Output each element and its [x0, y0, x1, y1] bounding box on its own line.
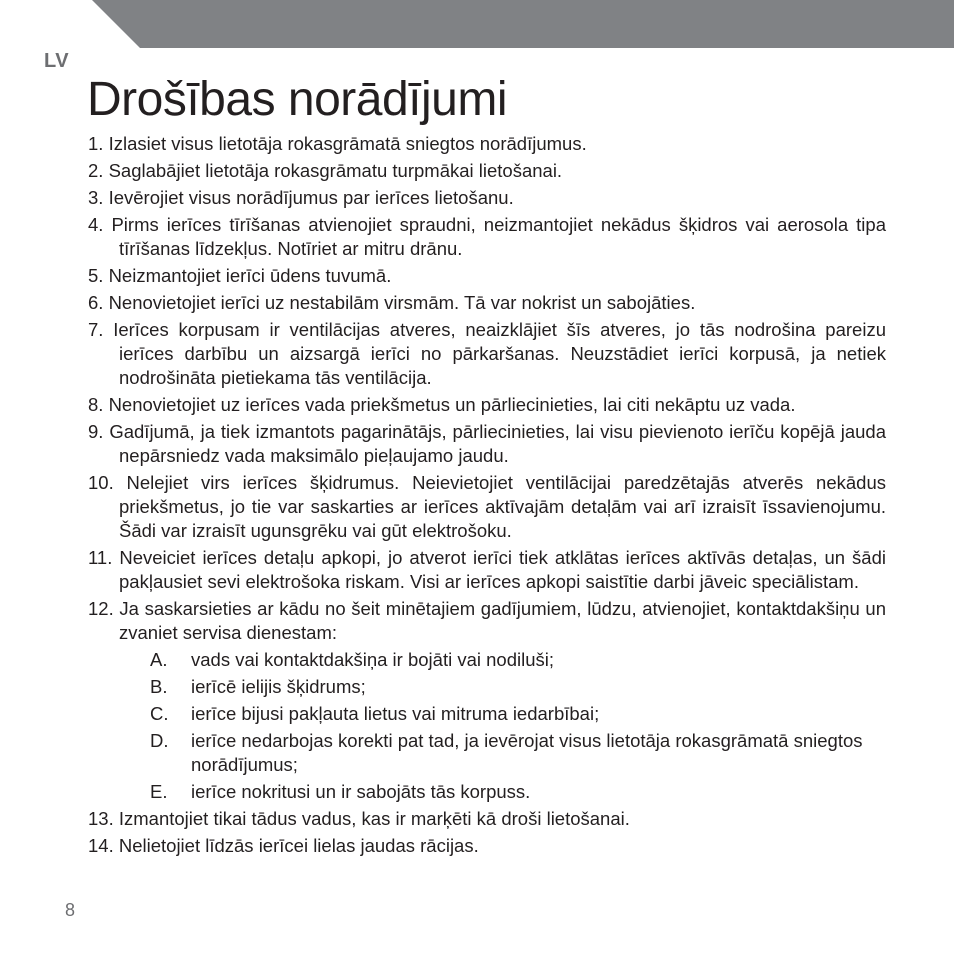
sublist-item: [150, 702, 886, 726]
list-item: 6. Nenovietojiet ierīci uz nestabilām virsmām. Tā var nokrist un sabojāties.: [88, 292, 696, 313]
list-item-with-sublist: [88, 597, 886, 804]
page-title: Drošības norādījumi: [87, 73, 508, 126]
list-item: 13. Izmantojiet tikai tādus vadus, kas ir marķēti kā droši lietošanai.: [88, 808, 630, 829]
list-item: 14. Nelietojiet līdzās ierīcei lielas jaudas rācijas.: [88, 835, 479, 856]
list-item: 3. Ievērojiet visus norādījumus par ierīces lietošanu.: [88, 187, 514, 208]
sublist-letter: D.: [150, 730, 169, 751]
list-item: 7. Ierīces korpusam ir ventilācijas atveres, neaizklājiet šīs atveres, jo tās nodrošina pareizu ierīces darbību un aizsargā ierīci no pārkaršanas. Neuzstādiet ierīci korpusā, ja netiek nodrošināta pietiekama tās ventilācija.: [88, 319, 886, 388]
sublist-text: ierīcē ielijis šķidrums;: [191, 676, 366, 697]
list-item: 5. Neizmantojiet ierīci ūdens tuvumā.: [88, 265, 392, 286]
sublist-text: ierīce nokritusi un ir sabojāts tās korpuss.: [191, 781, 531, 802]
safety-instructions-list: [88, 132, 886, 861]
list-item-text: 12. Ja saskarsieties ar kādu no šeit minētajiem gadījumiem, lūdzu, atvienojiet, kontaktdakšiņu un zvaniet servisa dienestam:: [88, 598, 886, 643]
sublist-letter: C.: [150, 703, 169, 724]
sublist-item: [150, 729, 886, 777]
sublist-item: [150, 648, 886, 672]
list-item: 10. Nelejiet virs ierīces šķidrumus. Neievietojiet ventilācijai paredzētajās atverēs nekādus priekšmetus, jo tie var saskarties ar ierīces aktīvajām detaļām vai arī izraisīt īssavienojumu. Šādi var izraisīt ugunsgrēku vai gūt elektrošoku.: [88, 472, 886, 541]
list-item: 9. Gadījumā, ja tiek izmantots pagarinātājs, pārliecinieties, lai visu pievienoto ierīču kopējā jauda nepārsniedz vada maksimālo pieļaujamo jaudu.: [88, 421, 886, 466]
list-item: 2. Saglabājiet lietotāja rokasgrāmatu turpmākai lietošanai.: [88, 160, 563, 181]
sublist-item: [150, 780, 886, 804]
language-code: LV: [44, 50, 70, 72]
sublist-text: ierīce nedarbojas korekti pat tad, ja ievērojat visus lietotāja rokasgrāmatā sniegtos norādījumus;: [191, 730, 863, 775]
sublist-letter: E.: [150, 781, 168, 802]
sublist: [119, 648, 886, 804]
header-band: [0, 0, 954, 48]
sublist-text: ierīce bijusi pakļauta lietus vai mitruma iedarbībai;: [191, 703, 600, 724]
sublist-letter: B.: [150, 676, 168, 697]
sublist-item: [150, 675, 886, 699]
list-item: 4. Pirms ierīces tīrīšanas atvienojiet spraudni, neizmantojiet nekādus šķidros vai aerosola tipa tīrīšanas līdzekļus. Notīriet ar mitru drānu.: [88, 214, 886, 259]
list-item: 11. Neveiciet ierīces detaļu apkopi, jo atverot ierīci tiek atklātas ierīces aktīvās detaļas, un šādi pakļausiet sevi elektrošoka riskam. Visi ar ierīces apkopi saistītie darbi jāveic speciālistam.: [88, 547, 886, 592]
sublist-letter: A.: [150, 649, 168, 670]
sublist-text: vads vai kontaktdakšiņa ir bojāti vai nodiluši;: [191, 649, 554, 670]
page-number: 8: [65, 900, 76, 920]
list-item: 1. Izlasiet visus lietotāja rokasgrāmatā sniegtos norādījumus.: [88, 133, 587, 154]
list-item: 8. Nenovietojiet uz ierīces vada priekšmetus un pārliecinieties, lai citi nekāptu uz vada.: [88, 394, 796, 415]
